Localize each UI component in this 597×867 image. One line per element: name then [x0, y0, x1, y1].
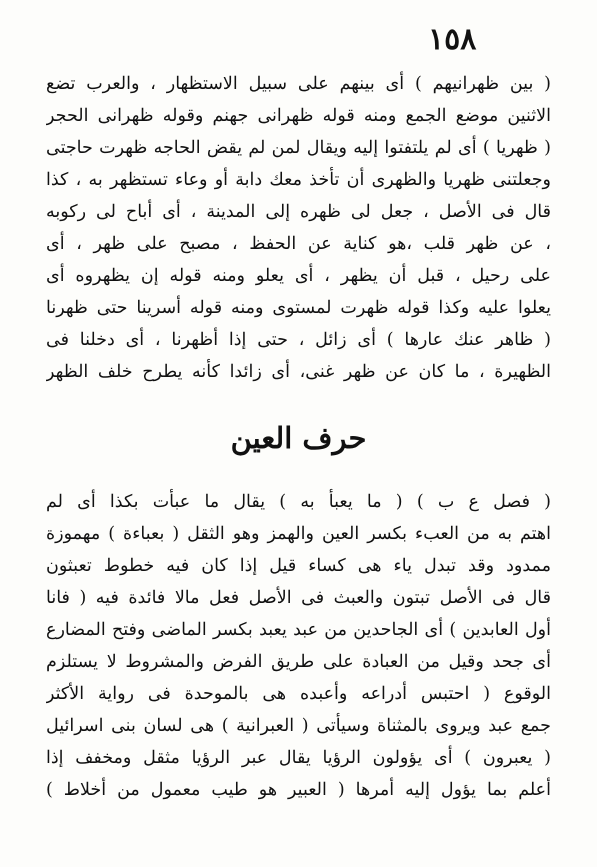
text-line: ( بين ظهرانيهم ) أى بينهم على سبيل الاستظهار ، والعرب تضع [46, 74, 551, 94]
text-line: ( فصل ع ب ) ( ما يعبأ به ) يقال ما عبأت بكذا أى لم [46, 492, 551, 512]
text-line: جمع عبد ويروى بالمثناة وسيأتى ( العبرانية ) هى لسان بنى اسرائيل [46, 716, 551, 736]
text-line: وجعلتنى ظهريا والظهرى أن تأخذ معك دابة أو وعاء تستظهر به ، كذا [46, 170, 551, 190]
text-line: الظهيرة ، ما كان عن ظهر غنى، أى زائدا كأنه يطرح خلف الظهر [46, 362, 551, 382]
text-line: أعلم بما يؤول إليه أمرها ( العبير هو طيب معمول من أخلاط ) [46, 780, 551, 800]
text-line: ، عن ظهر قلب ،هو كناية عن الحفظ ، مصبح على ظهر ، أى [46, 234, 551, 254]
text-line: قال فى الأصل ، جعل لى ظهره إلى المدينة ، أى أباح لى ركوبه [46, 202, 551, 222]
section-heading: حرف العين [230, 421, 367, 455]
text-line: ممدود وقد تبدل ياء هى كساء قيل إذا كان فيه خطوط تعبثون [46, 556, 551, 576]
text-line: اهتم به من العبء بكسر العين والهمز وهو الثقل ( بعباءة ) مهموزة [46, 524, 551, 544]
text-line: يعلوا عليه وكذا قوله ظهرت لمستوى ومنه قوله أسرينا حتى ظهرنا [46, 298, 551, 318]
text-line: قال فى الأصل تبتون والعبث فى الأصل فعل مالا فائدة فيه ( فانا [46, 588, 551, 608]
text-line: ( ظهريا ) أى لم يلتفتوا إليه ويقال لمن لم يقض الحاجه ظهرت حاجتى [46, 138, 551, 158]
page-number: ١٥٨ [428, 22, 477, 57]
text-line: ( ظاهر عنك عارها ) أى زائل ، حتى إذا أظهرنا ، أى دخلنا فى [46, 330, 551, 350]
text-line: أول العابدين ) أى الجاحدين من عبد يعبد بكسر الماضى وفتح المضارع [46, 620, 551, 640]
text-line: ( يعبرون ) أى يؤولون الرؤيا يقال عبر الرؤيا مثقل ومخفف إذا [46, 748, 551, 768]
text-line: أى جحد وقيل من العبادة على طريق الفرض والمشروط لا يستلزم [46, 652, 551, 672]
text-line: الاثنين موضع الجمع ومنه قوله ظهرانى جهنم وقوله ظهرانى الحجر [46, 106, 551, 126]
text-line: على رحيل ، قبل أن يظهر ، أى يعلو ومنه قوله إن يظهروه أى [46, 266, 551, 286]
text-line: الوقوع ( احتبس أدراعه وأعبده هى بالموحدة فى رواية الأكثر [46, 684, 551, 704]
